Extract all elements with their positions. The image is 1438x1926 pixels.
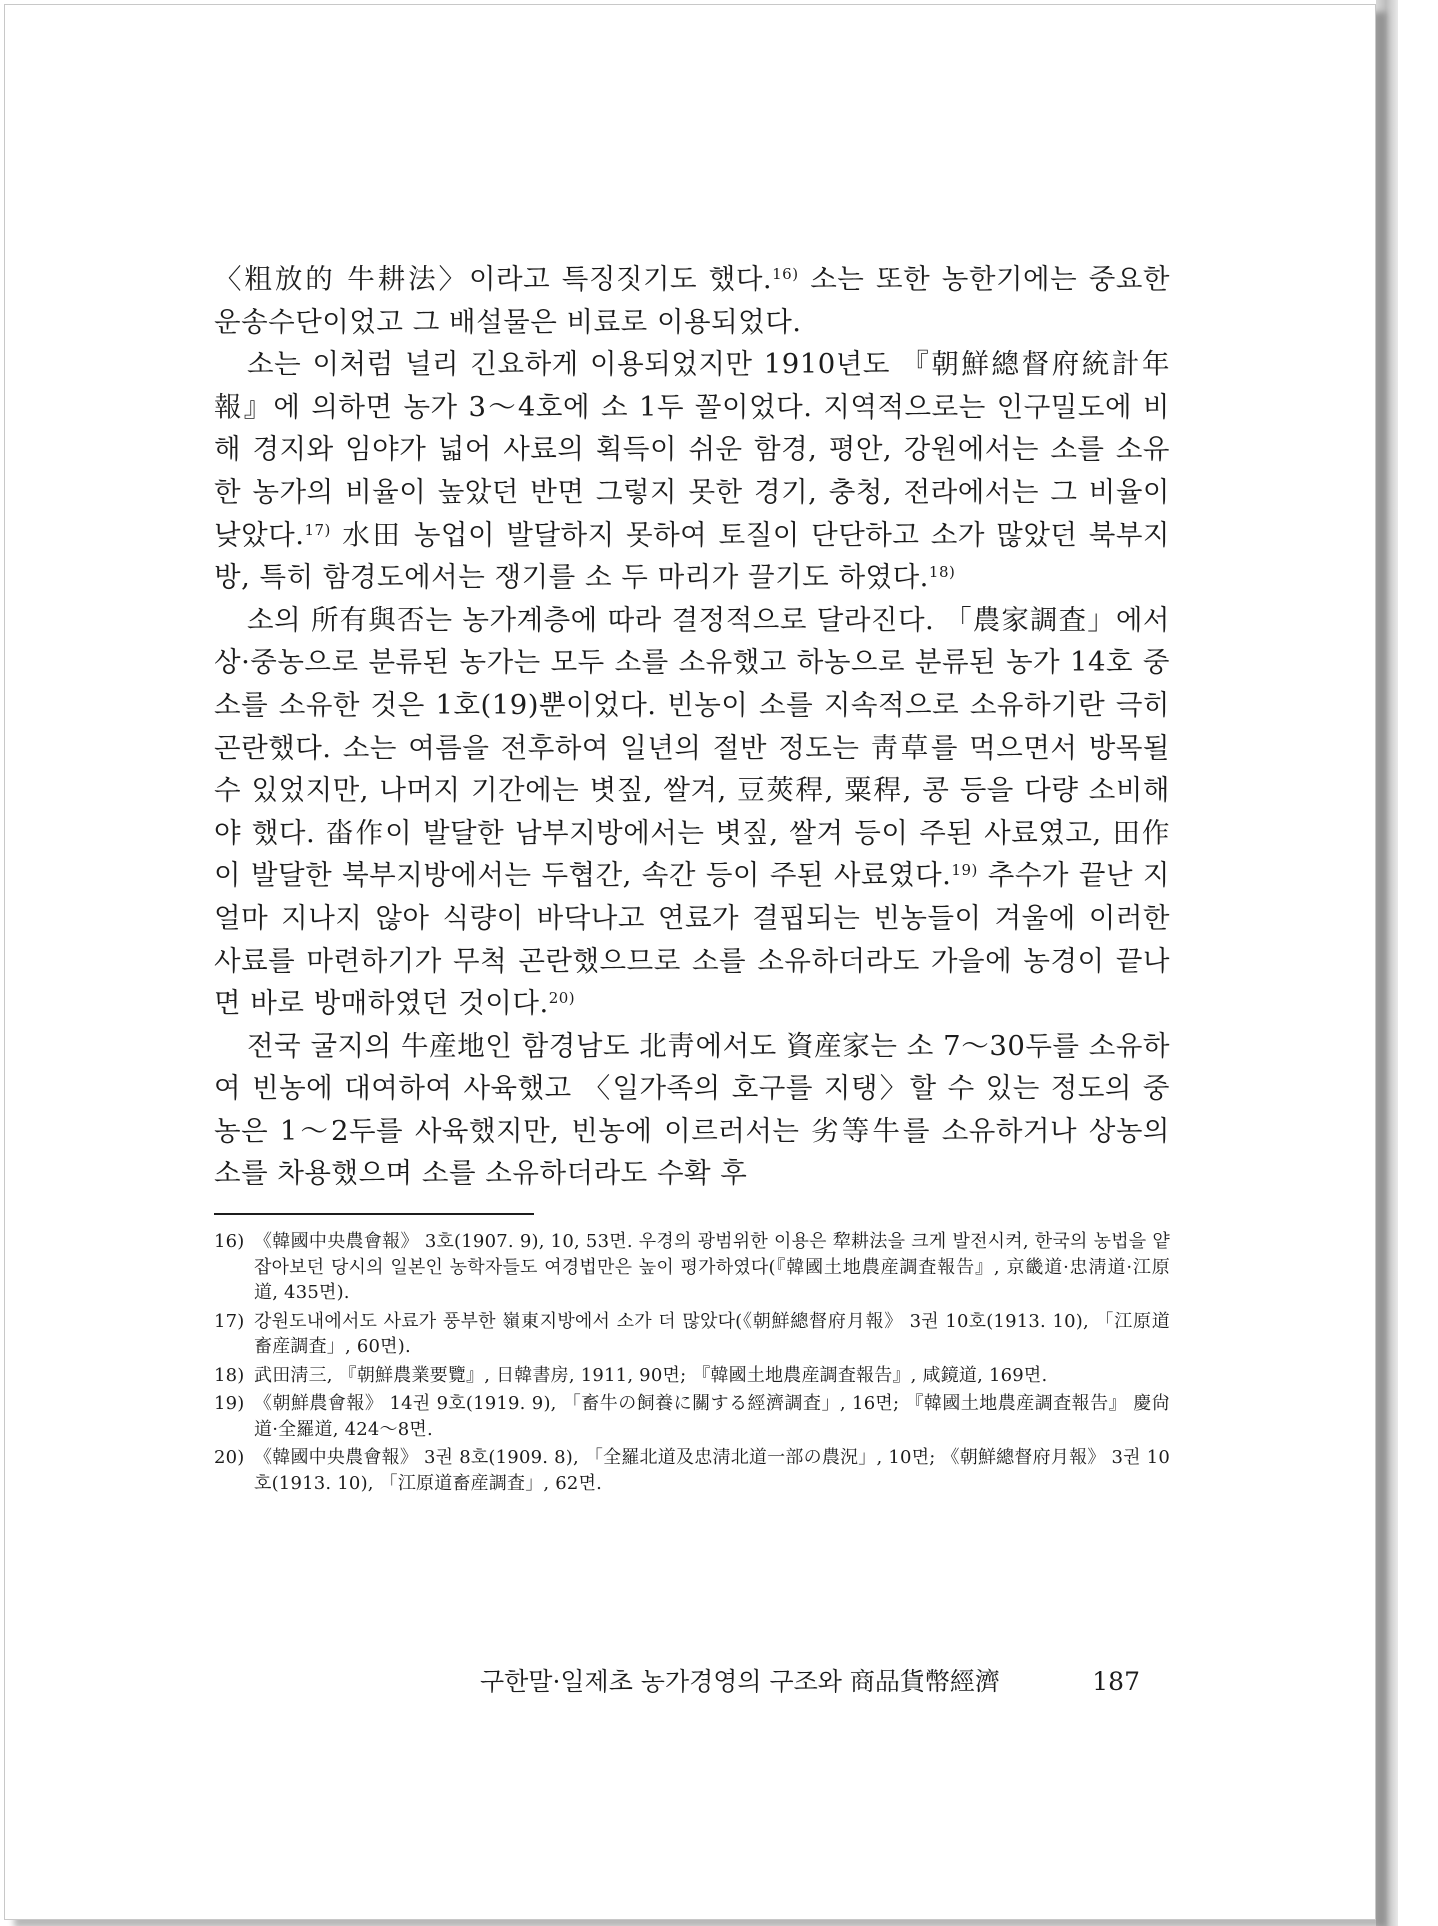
paragraph-text: 〈粗放的 牛耕法〉이라고 특징짓기도 했다. [214, 263, 773, 295]
footnote-text: 武田淸三, 『朝鮮農業要覽』, 日韓書房, 1911, 90면; 『韓國土地農産調査報告』, 咸鏡道, 169면. [254, 1364, 1048, 1386]
footnote-reference: 19) [951, 861, 978, 880]
footnote [214, 1363, 1170, 1389]
paragraph-text: 소는 또한 농한기에는 중요한 운송수단이었고 그 배설물은 비료로 이용되었다. [214, 263, 1170, 338]
paragraph-text: 소의 所有與否는 농가계층에 따라 결정적으로 달라진다. 「農家調査」에서 상·중농으로 분류된 농가는 모두 소를 소유했고 하농으로 분류된 농가 14호 중 소를 소유한 것은 1호(19)뿐이었다. 빈농이 소를 지속적으로 소유하기란 극히 곤란했다. 소는 여름을 전후하여 일년의 절반 정도는 靑草를 먹으면서 방목될 수 있었지만, 나머지 기간에는 볏짚, 쌀겨, 豆莢稈, 粟稈, 콩 등을 다량 소비해야 했다. 畓作이 발달한 남부지방에서는 볏짚, 쌀겨 등이 주된 사료였고, 田作이 발달한 북부지방에서는 두협간, 속간 등이 주된 사료였다. [214, 603, 1170, 892]
paragraph-text: 추수가 끝난 지 얼마 지나지 않아 식량이 바닥나고 연료가 결핍되는 빈농들이 겨울에 이러한 사료를 마련하기가 무척 곤란했으므로 소를 소유하더라도 가을에 농경이 끝나면 바로 방매하였던 것이다. [214, 859, 1170, 1020]
footnote-reference: 17) [304, 520, 331, 539]
footnote-reference: 18) [928, 563, 956, 582]
paragraph-text: 전국 굴지의 牛産地인 함경남도 北靑에서도 資産家는 소 7～30두를 소유하여 빈농에 대여하여 사육했고 〈일가족의 호구를 지탱〉할 수 있는 정도의 중농은 1～2두를 사육했지만, 빈농에 이르러서는 劣等牛를 소유하거나 상농의 소를 차용했으며 소를 소유하더라도 수확 후 [214, 1029, 1170, 1190]
footnotes [214, 1229, 1170, 1496]
running-footer [480, 1662, 1140, 1698]
page-edge-shadow [1376, 0, 1398, 1926]
footnote-number: 19) [214, 1393, 245, 1415]
footnote [214, 1391, 1170, 1442]
footnote [214, 1229, 1170, 1306]
footnote-number: 16) [214, 1231, 245, 1253]
page-number: 187 [1092, 1667, 1140, 1696]
footnote-text: 강원도내에서도 사료가 풍부한 嶺東지방에서 소가 더 많았다(《朝鮮總督府月報》 3권 10호(1913. 10), 「江原道畜産調査」, 60면). [254, 1310, 1170, 1358]
paragraph-text: 水田 농업이 발달하지 못하여 토질이 단단하고 소가 많았던 북부지방, 특히 함경도에서는 쟁기를 소 두 마리가 끌기도 하였다. [214, 518, 1170, 594]
footnote [214, 1445, 1170, 1496]
footnote-text: 《朝鮮農會報》 14권 9호(1919. 9), 「畜牛の飼養に關する經濟調査」, 16면; 『韓國土地農産調査報告』 慶尙道·全羅道, 424～8면. [254, 1393, 1170, 1440]
running-title: 구한말·일제초 농가경영의 구조와 商品貨幣經濟 [480, 1667, 1000, 1696]
body-paragraph [214, 1025, 1170, 1195]
body-paragraph [214, 343, 1170, 599]
paragraph-text: 소는 이처럼 널리 긴요하게 이용되었지만 1910년도 『朝鮮總督府統計年報』에 의하면 농가 3～4호에 소 1두 꼴이었다. 지역적으로는 인구밀도에 비해 경지와 임야가 넓어 사료의 획득이 쉬운 함경, 평안, 강원에서는 소를 소유한 농가의 비율이 높았던 반면 그렇지 못한 경기, 충청, 전라에서는 그 비율이 낮았다. [214, 348, 1170, 551]
footnote-text: 《韓國中央農會報》 3호(1907. 9), 10, 53면. 우경의 광범위한 이용은 犂耕法을 크게 발전시켜, 한국의 농법을 얕잡아보던 당시의 일본인 농학자들도 여경법만은 높이 평가하였다(『韓國土地農産調査報告』, 京畿道·忠淸道·江原道, 435면). [254, 1231, 1170, 1304]
page-content [214, 258, 1170, 1499]
footnote-reference: 20) [548, 989, 576, 1008]
footnote-number: 17) [214, 1310, 245, 1332]
body-paragraph [214, 599, 1170, 1025]
footnote-number: 18) [214, 1364, 245, 1386]
footnote [214, 1309, 1170, 1360]
body-text [214, 258, 1170, 1195]
footnote-text: 《韓國中央農會報》 3권 8호(1909. 8), 「全羅北道及忠淸北道一部の農況」, 10면; 《朝鮮總督府月報》 3권 10호(1913. 10), 「江原道畜産調査」, 62면. [254, 1447, 1170, 1494]
body-paragraph [214, 258, 1170, 343]
footnote-reference: 16) [772, 265, 799, 283]
footnote-number: 20) [214, 1447, 245, 1469]
footnote-rule [214, 1213, 534, 1215]
